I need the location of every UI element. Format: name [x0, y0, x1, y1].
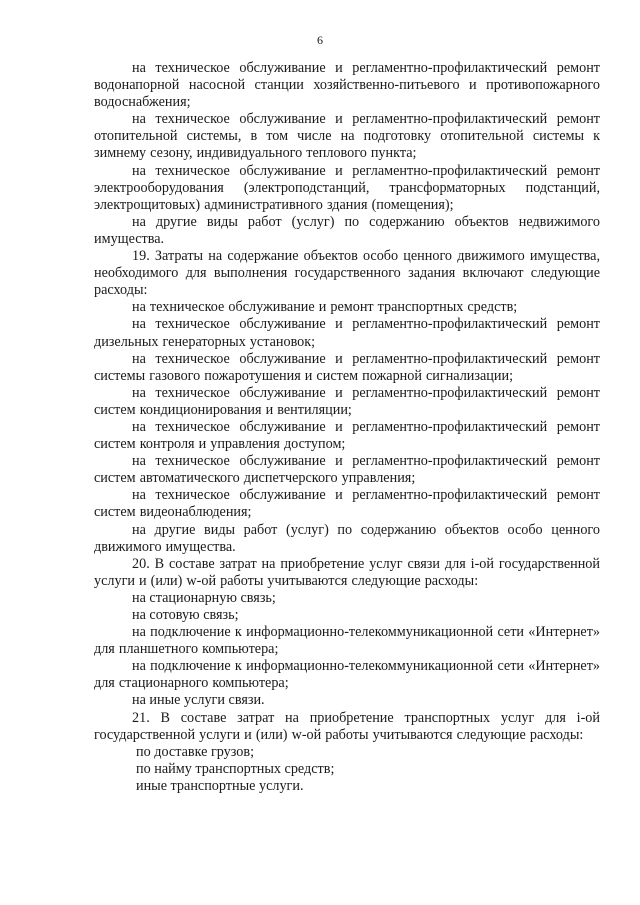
- paragraph: на техническое обслуживание и регламентно-профилактический ремонт электрооборудования (электроподстанций, трансформаторных подстанций, электрощитовых) административного здания (помещения);: [94, 162, 600, 213]
- section-20-heading-paragraph: 20. В составе затрат на приобретение услуг связи для i-ой государственной услуги и (или) w-ой работы учитываются следующие расходы:: [94, 555, 600, 589]
- paragraph: на подключение к информационно-телекоммуникационной сети «Интернет» для стационарного компьютера;: [94, 658, 600, 692]
- list-item: по найму транспортных средств;: [136, 760, 335, 777]
- document-body: [94, 60, 600, 795]
- list-item: на сотовую связь;: [132, 607, 239, 623]
- paragraph: на техническое обслуживание и регламентно-профилактический ремонт отопительной системы, в том числе на подготовку отопительной системы к зимнему сезону, индивидуального теплового пункта;: [94, 111, 600, 162]
- section-21-heading-paragraph: 21. В составе затрат на приобретение транспортных услуг для i-ой государственной услуги и (или) w-ой работы учитываются следующие расходы:: [94, 709, 600, 743]
- paragraph: на другие виды работ (услуг) по содержанию объектов особо ценного движимого имущества.: [94, 521, 600, 555]
- paragraph: на техническое обслуживание и регламентно-профилактический ремонт систем видеонаблюдения;: [94, 487, 600, 521]
- paragraph: на техническое обслуживание и регламентно-профилактический ремонт систем контроля и управления доступом;: [94, 418, 600, 453]
- paragraph: на техническое обслуживание и ремонт транспортных средств;: [132, 299, 518, 316]
- paragraph: на другие виды работ (услуг) по содержанию объектов недвижимого имущества.: [94, 213, 600, 247]
- page-number: 6: [317, 33, 323, 47]
- list-item: по доставке грузов;: [136, 743, 255, 760]
- section-19-heading-paragraph: 19. Затраты на содержание объектов особо ценного движимого имущества, необходимого для выполнения государственного задания включают следующие расходы:: [94, 248, 600, 299]
- paragraph: на техническое обслуживание и регламентно-профилактический ремонт дизельных генераторных установок;: [94, 316, 600, 350]
- paragraph: на техническое обслуживание и регламентно-профилактический ремонт водонапорной насосной станции хозяйственно-питьевого и противопожарного водоснабжения;: [94, 60, 600, 111]
- list-item: на стационарную связь;: [132, 589, 276, 606]
- list-item: иные транспортные услуги.: [136, 777, 304, 794]
- paragraph: на техническое обслуживание и регламентно-профилактический ремонт систем автоматического диспетчерского управления;: [94, 453, 600, 487]
- paragraph: на техническое обслуживание и регламентно-профилактический ремонт системы газового пожаротушения и систем пожарной сигнализации;: [94, 350, 600, 384]
- paragraph: на техническое обслуживание и регламентно-профилактический ремонт систем кондиционирования и вентиляции;: [94, 384, 600, 418]
- paragraph: на подключение к информационно-телекоммуникационной сети «Интернет» для планшетного компьютера;: [94, 624, 600, 658]
- list-item: на иные услуги связи.: [132, 692, 265, 709]
